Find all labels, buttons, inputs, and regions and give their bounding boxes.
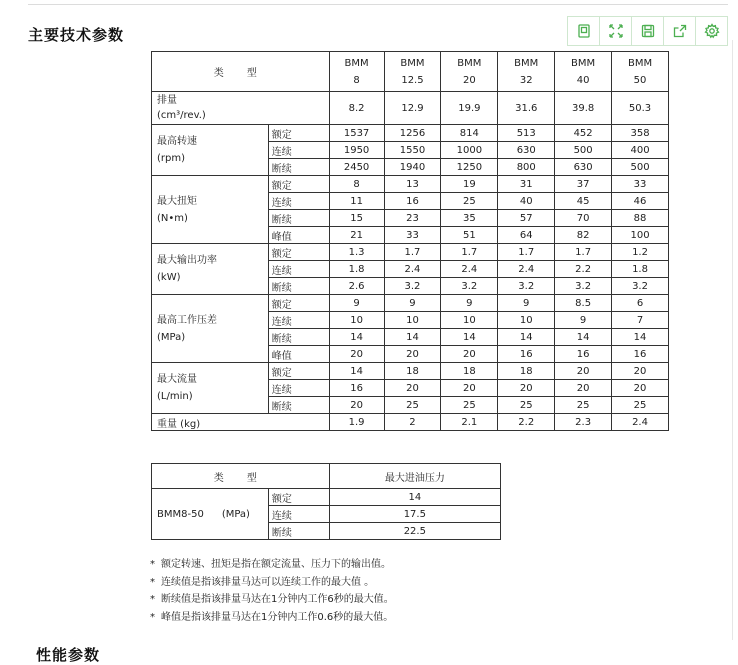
value-cell: 1.7 [441,244,498,261]
share-icon [672,23,688,39]
value-cell: 14 [612,329,669,346]
value-cell: 800 [498,159,555,176]
value-cell: 2.3 [555,414,612,431]
displacement-label [152,92,330,125]
value-cell: 400 [612,142,669,159]
param-label [152,244,269,295]
value-cell: 1.2 [612,244,669,261]
value-cell: 25 [384,397,441,414]
value-cell: 100 [612,227,669,244]
settings-icon [704,23,720,39]
value-cell: 45 [555,193,612,210]
note-item: * 额定转速、扭矩是指在额定流量、压力下的输出值。 [150,559,391,570]
sub-label: 额定 [268,363,329,380]
value-cell: 2.4 [384,261,441,278]
model-series: BMM [514,57,539,69]
sub-label: 连续 [268,312,329,329]
fullscreen-icon [608,23,624,39]
value-cell: 14 [329,329,384,346]
value-cell: 33 [384,227,441,244]
value-cell: 9 [329,295,384,312]
value-cell: 1000 [441,142,498,159]
value-cell: 46 [612,193,669,210]
table-row [152,176,669,193]
toolbar [568,16,728,46]
value-cell: 18 [498,363,555,380]
value-cell: 7 [612,312,669,329]
value-cell: 14 [384,329,441,346]
sub-label: 连续 [268,506,329,523]
settings-button[interactable] [695,16,728,46]
param-unit: (MPa) [157,331,186,343]
weight-label: 重量 (kg) [152,414,330,431]
value-cell: 3.2 [612,278,669,295]
value-cell: 20 [555,380,612,397]
param-name: 排量 [157,95,177,106]
value-cell: 20 [384,346,441,363]
value-cell: 9 [441,295,498,312]
sub-label: 断续 [268,329,329,346]
sub-label: 断续 [268,278,329,295]
share-button[interactable] [663,16,696,46]
sub-label: 额定 [268,244,329,261]
value-cell: 14 [498,329,555,346]
value-cell: 39.8 [555,92,612,125]
value-cell: 10 [441,312,498,329]
param-label [152,363,269,414]
model-series: BMM [627,57,653,69]
table-row [152,125,669,142]
value-cell: 11 [329,193,384,210]
value-cell: 3.2 [555,278,612,295]
header-type: 类 型 [152,52,330,92]
value-cell: 16 [612,346,669,363]
value-cell: 16 [384,193,441,210]
value-cell: 1950 [329,142,384,159]
value-cell: 3.2 [498,278,555,295]
value-cell: 8.2 [329,92,384,125]
fullscreen-button[interactable] [599,16,632,46]
value-cell: 18 [441,363,498,380]
param-name: 最高转速 [157,136,197,147]
value-cell: 1940 [384,159,441,176]
model-size: 8 [353,74,360,86]
value-cell: 3.2 [441,278,498,295]
model-series: BMM [344,57,369,69]
value-cell: 33 [612,176,669,193]
value-cell: 25 [612,397,669,414]
value-cell: 1256 [384,125,441,142]
value-cell: 1537 [329,125,384,142]
param-unit: (L/min) [157,391,193,402]
pressure-value: 14 [329,489,500,506]
sub-label: 峰值 [268,227,329,244]
value-cell: 31 [498,176,555,193]
value-cell: 35 [441,210,498,227]
value-cell: 3.2 [384,278,441,295]
pressure-value: 17.5 [329,506,500,523]
value-cell: 2.1 [441,414,498,431]
value-cell: 57 [498,210,555,227]
sub-label: 连续 [268,380,329,397]
value-cell: 64 [498,227,555,244]
value-cell: 1.8 [612,261,669,278]
value-cell: 8 [329,176,384,193]
param-label [152,176,269,244]
value-cell: 40 [498,193,555,210]
value-cell: 16 [498,346,555,363]
model-size: 12.5 [401,74,424,86]
section-title-main-specs: 主要技术参数 [28,26,125,44]
value-cell: 1.8 [329,261,384,278]
header-max-inlet-pressure: 最大进油压力 [329,464,500,489]
param-unit: (kW) [157,272,181,283]
model-header [555,52,612,92]
pressure-table [151,463,501,540]
model-header [384,52,441,92]
sub-label: 断续 [268,523,329,540]
value-cell: 20 [441,346,498,363]
top-divider [28,4,728,5]
value-cell: 6 [612,295,669,312]
value-cell: 50.3 [612,92,669,125]
value-cell: 2 [384,414,441,431]
save-button[interactable] [631,16,664,46]
param-label [152,295,269,363]
value-cell: 14 [555,329,612,346]
value-cell: 1.9 [329,414,384,431]
value-cell: 630 [555,159,612,176]
value-cell: 20 [498,380,555,397]
value-cell: 10 [329,312,384,329]
table-row [152,295,669,312]
copy-button[interactable] [567,16,600,46]
value-cell: 2.6 [329,278,384,295]
model-size: 40 [576,74,590,86]
value-cell: 25 [441,397,498,414]
value-cell: 19.9 [441,92,498,125]
copy-icon [576,23,592,39]
value-cell: 20 [329,397,384,414]
value-cell: 16 [329,380,384,397]
sub-label: 连续 [268,142,329,159]
value-cell: 8.5 [555,295,612,312]
value-cell: 23 [384,210,441,227]
value-cell: 31.6 [498,92,555,125]
model-size: 20 [462,74,476,86]
header-type: 类 型 [152,464,330,489]
value-cell: 19 [441,176,498,193]
value-cell: 452 [555,125,612,142]
value-cell: 814 [441,125,498,142]
value-cell: 630 [498,142,555,159]
right-divider [732,40,733,640]
param-label [152,125,269,176]
param-unit: (rpm) [157,153,186,164]
value-cell: 20 [329,346,384,363]
value-cell: 14 [329,363,384,380]
sub-label: 额定 [268,489,329,506]
sub-label: 额定 [268,176,329,193]
value-cell: 500 [612,159,669,176]
note-item: * 连续值是指该排量马达可以连续工作的最大值 。 [150,576,375,588]
note-item: * 断续值是指该排量马达在1分钟内工作6秒的最大值。 [150,594,394,605]
value-cell: 21 [329,227,384,244]
value-cell: 20 [612,363,669,380]
value-cell: 513 [498,125,555,142]
value-cell: 20 [555,363,612,380]
table-row [152,244,669,261]
model-size: 50 [633,74,647,86]
value-cell: 25 [555,397,612,414]
value-cell: 1.7 [498,244,555,261]
value-cell: 9 [384,295,441,312]
sub-label: 峰值 [268,346,329,363]
sub-label: 连续 [268,193,329,210]
notes-list [150,556,394,626]
value-cell: 2.4 [498,261,555,278]
value-cell: 9 [555,312,612,329]
model-header [612,52,669,92]
value-cell: 10 [384,312,441,329]
value-cell: 9 [498,295,555,312]
value-cell: 1550 [384,142,441,159]
value-cell: 20 [384,380,441,397]
value-cell: 37 [555,176,612,193]
sub-label: 断续 [268,159,329,176]
value-cell: 12.9 [384,92,441,125]
value-cell: 2450 [329,159,384,176]
sub-label: 额定 [268,295,329,312]
pressure-value: 22.5 [329,523,500,540]
value-cell: 1.3 [329,244,384,261]
value-cell: 25 [441,193,498,210]
param-unit: (N•m) [157,212,188,224]
sub-label: 连续 [268,261,329,278]
spec-table [151,51,669,431]
model-size: 32 [519,74,533,86]
value-cell: 18 [384,363,441,380]
param-name: 最高工作压差 [157,314,217,326]
value-cell: 1.7 [384,244,441,261]
table-row [152,414,669,431]
value-cell: 51 [441,227,498,244]
sub-label: 额定 [268,125,329,142]
value-cell: 25 [498,397,555,414]
value-cell: 70 [555,210,612,227]
value-cell: 82 [555,227,612,244]
section-title-performance: 性能参数 [36,646,101,664]
model-series: BMM [457,57,482,69]
param-name: 最大流量 [157,374,197,385]
save-icon [640,23,656,39]
model-series: BMM [400,57,425,69]
model-cell: BMM8-50 (MPa) [152,489,269,540]
value-cell: 14 [441,329,498,346]
value-cell: 10 [498,312,555,329]
value-cell: 20 [441,380,498,397]
value-cell: 16 [555,346,612,363]
value-cell: 1.7 [555,244,612,261]
value-cell: 500 [555,142,612,159]
value-cell: 2.4 [441,261,498,278]
param-unit: (cm³/rev.) [157,110,206,121]
value-cell: 13 [384,176,441,193]
model-header [441,52,498,92]
model-series: BMM [571,57,596,69]
model-header [498,52,555,92]
note-item: * 峰值是指该排量马达在1分钟内工作0.6秒的最大值。 [150,611,394,623]
model-header [329,52,384,92]
param-name: 最大输出功率 [157,255,217,266]
sub-label: 断续 [268,397,329,414]
table-row [152,363,669,380]
value-cell: 2.2 [498,414,555,431]
value-cell: 2.4 [612,414,669,431]
value-cell: 2.2 [555,261,612,278]
sub-label: 断续 [268,210,329,227]
param-name: 最大扭矩 [157,195,197,207]
value-cell: 358 [612,125,669,142]
value-cell: 88 [612,210,669,227]
value-cell: 15 [329,210,384,227]
value-cell: 1250 [441,159,498,176]
value-cell: 20 [612,380,669,397]
